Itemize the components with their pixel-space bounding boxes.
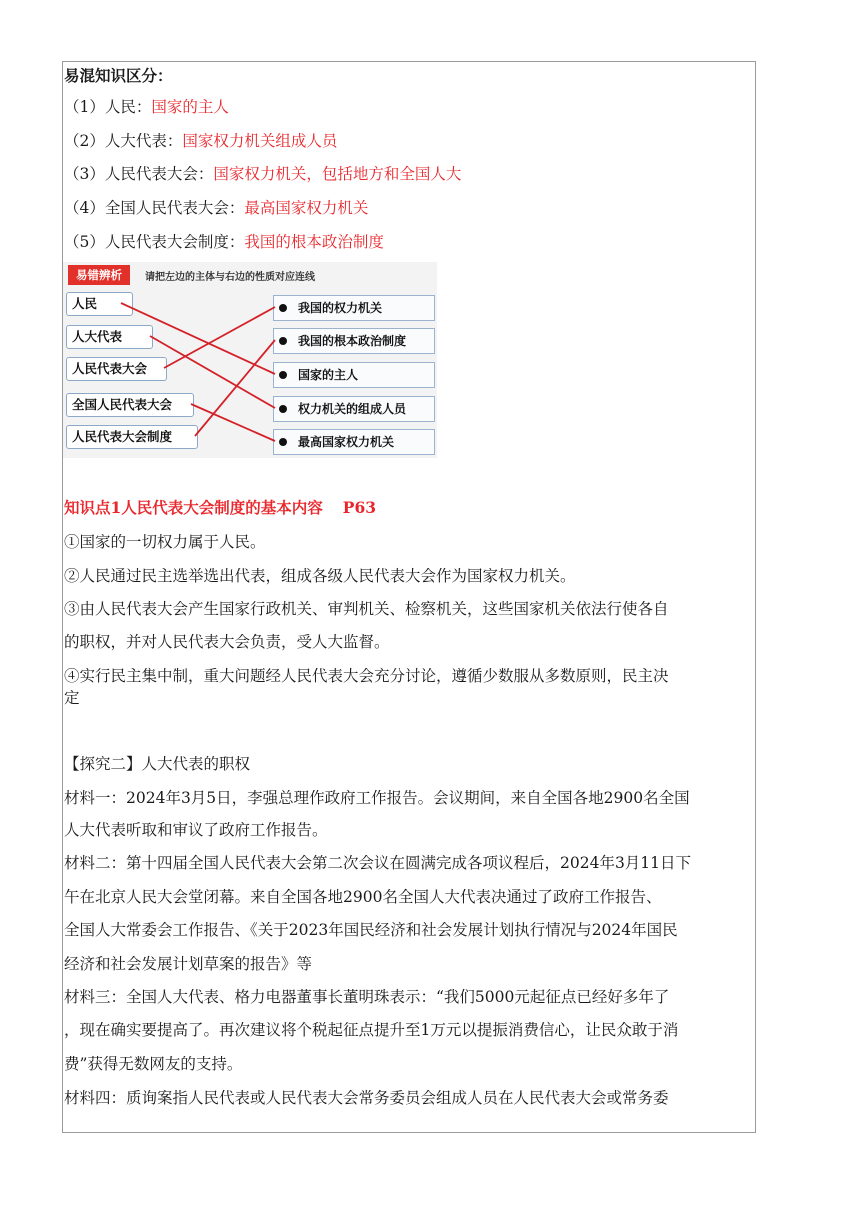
item-term: 人大代表： (104, 132, 183, 150)
left-box-deputy: 人大代表 (66, 325, 153, 349)
item-answer: 我国的根本政治制度 (244, 233, 384, 251)
text-line: 定 (64, 689, 80, 707)
list-item (64, 164, 461, 184)
connector-line (195, 340, 275, 436)
left-box-congress: 人民代表大会 (66, 357, 167, 381)
right-box-label: 我国的权力机关 (298, 301, 383, 315)
point-title-text: 知识点1人民代表大会制度的基本内容 (64, 498, 323, 517)
item-term: 全国人民代表大会： (104, 199, 245, 217)
text-line: 午在北京人民大会堂闭幕。来自全国各地2900名全国人大代表决通过了政府工作报告、 (64, 888, 662, 906)
item-answer: 国家权力机关，包括地方和全国人大 (213, 165, 462, 183)
right-box-label: 最高国家权力机关 (298, 435, 395, 449)
text-line: 费”获得无数网友的支持。 (64, 1055, 243, 1073)
text-line: 材料二：第十四届全国人民代表大会第二次会议在圆满完成各项议程后，2024年3月11日下 (64, 854, 692, 872)
knowledge-point-title (64, 498, 376, 518)
text-line: 全国人大常委会工作报告、《关于2023年国民经济和社会发展计划执行情况与2024年国民 (64, 921, 678, 939)
text-line: 人大代表听取和审议了政府工作报告。 (64, 821, 328, 839)
text-line: 经济和社会发展计划草案的报告》等 (64, 955, 313, 973)
item-number: （4） (64, 199, 105, 217)
list-item (64, 131, 337, 151)
item-term: 人民代表大会制度： (104, 233, 245, 251)
text-line: ③由人民代表大会产生国家行政机关、审判机关、检察机关，这些国家机关依法行使各自 (64, 600, 669, 618)
left-box-npc: 全国人民代表大会 (66, 393, 194, 417)
item-answer: 国家权力机关组成人员 (182, 132, 338, 150)
text-line: ④实行民主集中制，重大问题经人民代表大会充分讨论，遵循少数服从多数原则，民主决 (64, 667, 669, 685)
text-line: 的职权，并对人民代表大会负责，受人大监督。 (64, 633, 390, 651)
item-answer: 最高国家权力机关 (244, 199, 369, 217)
matching-diagram (63, 262, 437, 458)
right-box-label: 权力机关的组成人员 (298, 402, 407, 416)
item-number: （2） (64, 132, 105, 150)
item-number: （1） (64, 98, 105, 116)
left-box-people: 人民 (66, 292, 133, 316)
item-term: 人民： (104, 98, 152, 116)
connector-lines (63, 262, 437, 458)
text-line: 材料三：全国人大代表、格力电器董事长董明珠表示：“我们5000元起征点已经好多年了 (64, 988, 670, 1006)
item-number: （3） (64, 165, 105, 183)
list-item (64, 97, 229, 117)
connector-line (191, 404, 275, 441)
page-reference: P63 (342, 498, 377, 517)
explore-title: 【探究二】人大代表的职权 (64, 755, 251, 773)
text-line: ②人民通过民主选举选出代表，组成各级人民代表大会作为国家权力机关。 (64, 567, 576, 585)
text-line: ①国家的一切权力属于人民。 (64, 533, 266, 551)
text-line: 材料四：质询案指人民代表或人民代表大会常务委员会组成人员在人民代表大会或常务委 (64, 1089, 669, 1107)
section-heading: 易混知识区分： (64, 66, 173, 85)
left-box-system: 人民代表大会制度 (66, 425, 198, 449)
diagram-instruction: 请把左边的主体与右边的性质对应连线 (145, 272, 315, 283)
diagram-tag: 易错辨析 (68, 265, 130, 285)
list-item (64, 198, 368, 218)
right-box-label: 我国的根本政治制度 (298, 334, 407, 348)
text-line: ，现在确实要提高了。再次建议将个税起征点提升至1万元以提振消费信心，让民众敢于消 (64, 1021, 679, 1039)
text-line: 材料一：2024年3月5日，李强总理作政府工作报告。会议期间，来自全国各地2900名全国 (64, 789, 690, 807)
right-box-label: 国家的主人 (298, 368, 359, 382)
connector-line (150, 336, 275, 408)
item-term: 人民代表大会： (104, 165, 214, 183)
item-answer: 国家的主人 (151, 98, 229, 116)
item-number: （5） (64, 233, 105, 251)
list-item (64, 232, 384, 252)
